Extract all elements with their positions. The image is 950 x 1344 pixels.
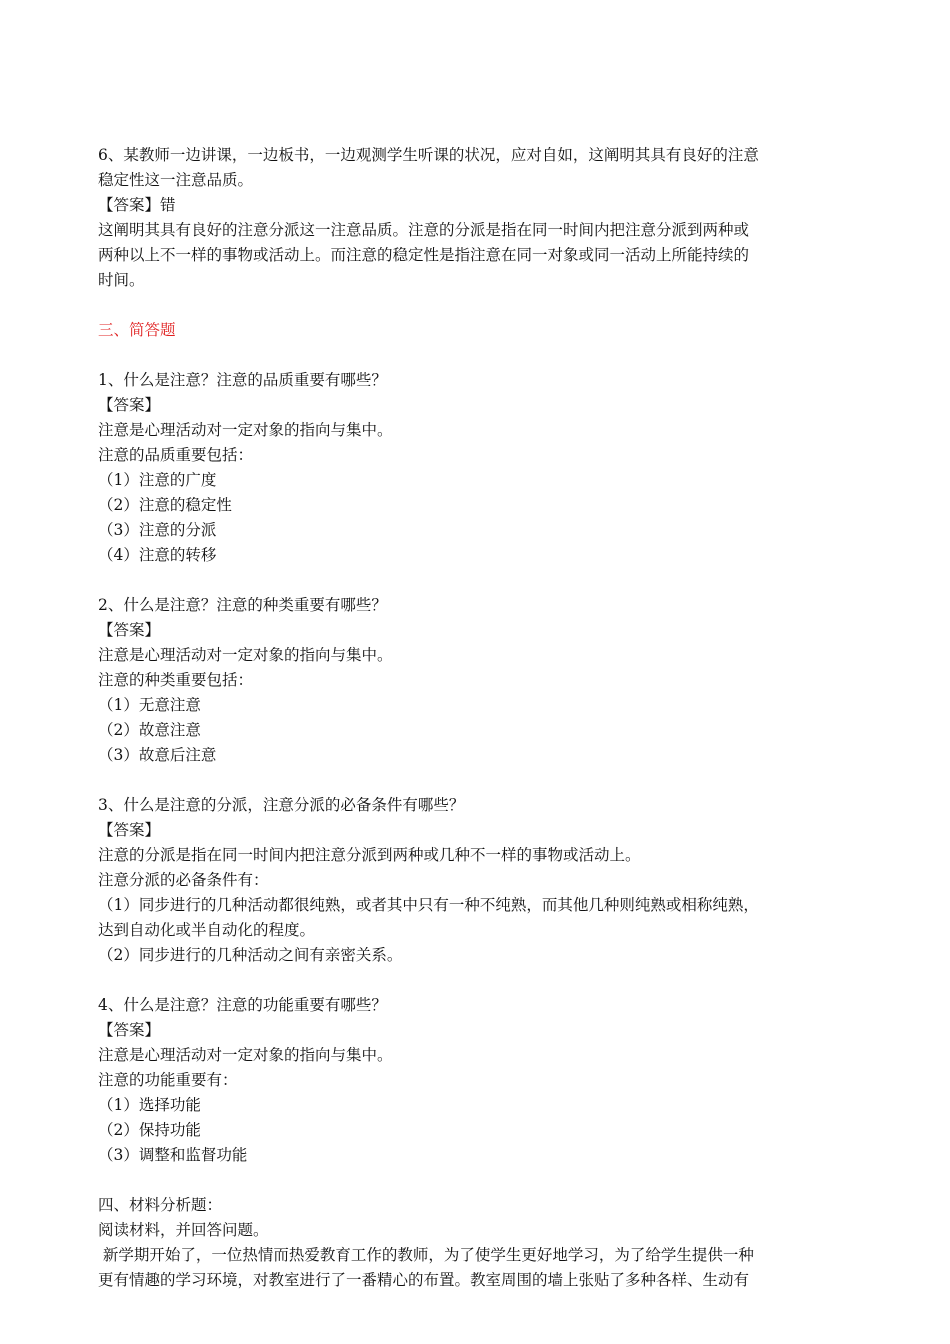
material-paragraph-line-1: 新学期开始了，一位热情而热爱教育工作的教师，为了使学生更好地学习，为了给学生提供一种 — [98, 1246, 754, 1264]
short-answer-3-question: 3、什么是注意的分派，注意分派的必备条件有哪些？ — [98, 796, 465, 814]
list-item: （1）同步进行的几种活动都很纯熟，或者其中只有一种不纯熟，而其他几种则纯熟或相称纯熟， — [98, 896, 759, 914]
question-6-answer: 【答案】错 — [98, 196, 176, 214]
list-item: （1）无意注意 — [98, 696, 201, 714]
short-answer-1-answer-label: 【答案】 — [98, 396, 161, 414]
document-body — [98, 143, 858, 1293]
short-answer-3-intro: 注意分派的必备条件有： — [98, 871, 269, 889]
list-item: （4）注意的转移 — [98, 546, 217, 564]
short-answer-3-definition: 注意的分派是指在同一时间内把注意分派到两种或几种不一样的事物或活动上。 — [98, 846, 641, 864]
short-answer-3-answer-label: 【答案】 — [98, 821, 161, 839]
short-answer-1-intro: 注意的品质重要包括： — [98, 446, 254, 464]
list-item-continued: 达到自动化或半自动化的程度。 — [98, 921, 316, 939]
question-6-line-2: 稳定性这一注意品质。 — [98, 171, 254, 189]
section-4-instruction: 阅读材料，并回答问题。 — [98, 1221, 269, 1239]
short-answer-3 — [98, 793, 858, 968]
short-answer-2-definition: 注意是心理活动对一定对象的指向与集中。 — [98, 646, 393, 664]
list-item: （2）同步进行的几种活动之间有亲密关系。 — [98, 946, 403, 964]
material-analysis-section — [98, 1193, 858, 1293]
list-item: （3）注意的分派 — [98, 521, 217, 539]
question-6-explanation-1: 这阐明其具有良好的注意分派这一注意品质。注意的分派是指在同一时间内把注意分派到两种或 — [98, 221, 750, 239]
list-item: （2）注意的稳定性 — [98, 496, 232, 514]
list-item: （1）选择功能 — [98, 1096, 201, 1114]
short-answer-4 — [98, 993, 858, 1168]
short-answer-4-intro: 注意的功能重要有： — [98, 1071, 238, 1089]
list-item: （3）调整和监督功能 — [98, 1146, 248, 1164]
short-answer-1-question: 1、什么是注意？注意的品质重要有哪些？ — [98, 371, 387, 389]
list-item: （2）保持功能 — [98, 1121, 201, 1139]
short-answer-2 — [98, 593, 858, 768]
question-6-line-1: 6、某教师一边讲课，一边板书，一边观测学生听课的状况，应对自如，这阐明其具有良好的注意 — [98, 146, 759, 164]
short-answer-4-definition: 注意是心理活动对一定对象的指向与集中。 — [98, 1046, 393, 1064]
short-answer-1-definition: 注意是心理活动对一定对象的指向与集中。 — [98, 421, 393, 439]
short-answer-4-answer-label: 【答案】 — [98, 1021, 161, 1039]
short-answer-4-question: 4、什么是注意？注意的功能重要有哪些？ — [98, 996, 387, 1014]
list-item: （1）注意的广度 — [98, 471, 217, 489]
question-6 — [98, 143, 858, 293]
section-4-title: 四、材料分析题： — [98, 1196, 223, 1214]
short-answer-2-answer-label: 【答案】 — [98, 621, 161, 639]
list-item: （2）故意注意 — [98, 721, 201, 739]
material-paragraph-line-2: 更有情趣的学习环境，对教室进行了一番精心的布置。教室周围的墙上张贴了多种各样、生动有 — [98, 1271, 750, 1289]
short-answer-2-question: 2、什么是注意？注意的种类重要有哪些？ — [98, 596, 387, 614]
question-6-explanation-2: 两种以上不一样的事物或活动上。而注意的稳定性是指注意在同一对象或同一活动上所能持续的 — [98, 246, 750, 264]
short-answer-1 — [98, 368, 858, 568]
question-6-explanation-3: 时间。 — [98, 271, 145, 289]
short-answer-2-intro: 注意的种类重要包括： — [98, 671, 254, 689]
section-3-title: 三、简答题 — [98, 321, 176, 339]
list-item: （3）故意后注意 — [98, 746, 217, 764]
